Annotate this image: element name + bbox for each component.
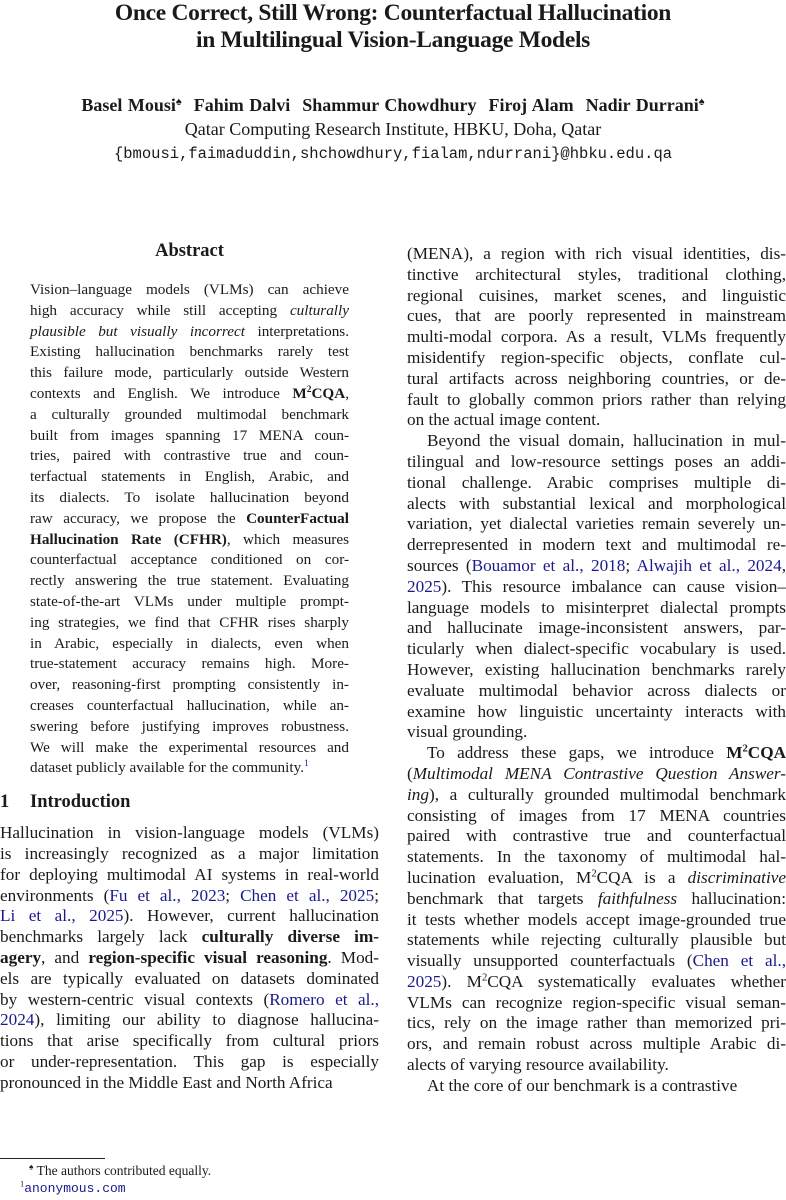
text-line: misidentify region-specific objects, conflate cul-: [407, 347, 786, 367]
text-line: visual grounding.: [407, 722, 528, 742]
text-line: els are typically evaluated on datasets dominated: [0, 968, 379, 988]
footnote-ref[interactable]: 1: [304, 759, 309, 770]
text-line: tics, rely on the image rather than memorized pri-: [407, 1013, 786, 1033]
text-line: state-of-the-art VLMs under multiple prompt-: [30, 592, 349, 610]
text-line: derrepresented in modern text and multimodal re-: [407, 535, 786, 555]
citation-link[interactable]: Chen et al.,: [692, 951, 786, 971]
text-line: (Multimodal MENA Contrastive Question Answer-: [407, 763, 786, 783]
text-line: tries, paired with contrastive true and coun-: [30, 447, 349, 465]
title-line-2: in Multilingual Vision-Language Models: [195, 27, 591, 53]
paper-title: [0, 0, 786, 54]
text-line: cues, that are poorly represented in mainstream: [407, 306, 786, 326]
text-line: visually unsupported counterfactuals (Chen et al.,: [407, 951, 786, 971]
text-line: However, existing hallucination benchmarks rarely: [407, 659, 786, 679]
text-line: and hallucinate image-inconsistent answers, par-: [407, 618, 786, 638]
text-line: lucination evaluation, $M^2CQA$ is a discriminative: [407, 867, 786, 887]
text-line: evaluate multimodal behavior across dialects or: [407, 680, 786, 700]
section-number: 1: [0, 792, 10, 813]
right-column: [407, 244, 786, 1097]
text-line: 2025). $M^2CQA$ systematically evaluates whether: [407, 971, 786, 991]
text-line: or under-representation. This gap is especially: [0, 1051, 379, 1071]
text-line: Hallucination in vision-language models (VLMs): [0, 823, 379, 843]
citation-link[interactable]: Alwajih et al., 2024: [636, 555, 782, 575]
text-line: its dialects. To isolate hallucination beyond: [30, 488, 349, 506]
text-line: for deploying multimodal AI systems in real-world: [0, 864, 379, 884]
text-line: environments (Fu et al., 2023; Chen et al., 2025;: [0, 885, 379, 905]
footnote-1: $^1$anonymous.com: [20, 1179, 126, 1196]
text-line: counterfactual acceptance conditioned on cor-: [30, 551, 349, 569]
text-line: statements while rejecting culturally plausible but: [407, 930, 786, 950]
text-line: To address these gaps, we introduce $M^2CQA$: [427, 743, 786, 763]
text-line: by western-centric visual contexts (Romero et al.,: [0, 989, 379, 1009]
text-line: pronounced in the Middle East and North Africa: [0, 1072, 333, 1092]
footnotes: [0, 1162, 380, 1197]
text-line: benchmarks largely lack culturally diverse im-: [0, 927, 379, 947]
text-line: tions that arise specifically from cultural priors: [0, 1031, 379, 1051]
footnote-equal-contribution: ♠ The authors contributed equally.: [29, 1162, 212, 1178]
text-line: (MENA), a region with rich visual identities, dis-: [407, 244, 786, 263]
text-line: language models to misinterpret dialectal prompts: [407, 597, 786, 617]
text-line: statements. In the taxonomy of multimodal hal-: [407, 847, 786, 867]
abstract-heading: Abstract: [155, 241, 224, 261]
text-line: fault to globally common priors rather than relying: [407, 389, 786, 409]
text-line: Beyond the visual domain, hallucination in mul-: [427, 431, 786, 451]
text-line: variation, yet dialectal varieties remain severely un-: [407, 514, 786, 534]
text-line: it tests whether models accept image-grounded true: [407, 909, 786, 929]
text-line: ticularly when dialect-specific vocabulary is used.: [407, 639, 786, 659]
text-line: rectly answering the true statement. Evaluating: [30, 572, 349, 590]
author-name: Nadir Durrani: [585, 95, 699, 115]
text-line: this failure mode, particularly outside Western: [30, 364, 349, 382]
text-line: is increasingly recognized as a major limitation: [0, 843, 379, 863]
text-line: We will make the experimental resources and: [30, 738, 349, 756]
footnote-link[interactable]: anonymous.com: [24, 1181, 126, 1196]
author-name: Shammur Chowdhury: [302, 95, 477, 115]
text-line: VLMs can recognize region-specific visual seman-: [407, 992, 786, 1012]
text-line: true-statement accuracy remains high. More-: [30, 655, 349, 673]
author-name: Firoj Alam: [488, 95, 574, 115]
spade-icon: ♠: [175, 96, 182, 108]
text-line: built from images spanning 17 MENA coun-: [30, 426, 349, 444]
text-line: tinctive architectural styles, traditional clothing,: [407, 264, 786, 284]
text-line: 2024), limiting our ability to diagnose hallucina-: [0, 1010, 379, 1030]
citation-link[interactable]: Chen et al., 2025: [240, 885, 375, 905]
text-line: tional challenge. Arabic comprises multiple di-: [407, 472, 786, 492]
text-line: ing), a culturally grounded multimodal benchmark: [407, 784, 786, 804]
text-line: sources (Bouamor et al., 2018; Alwajih et al., 2024,: [407, 555, 786, 575]
affiliation: Qatar Computing Research Institute, HBKU, Doha, Qatar: [184, 119, 602, 139]
text-line: agery, and region-specific visual reasoning. Mod-: [0, 947, 379, 967]
text-line: plausible but visually incorrect interpretations.: [30, 322, 349, 340]
section-heading-introduction: [0, 791, 379, 813]
spade-icon: ♠: [29, 1162, 34, 1172]
text-line: alects of varying resource availability.: [407, 1055, 669, 1075]
citation-link[interactable]: Bouamor et al., 2018: [471, 555, 626, 575]
text-line: high accuracy while still accepting culturally: [30, 301, 349, 319]
text-line: 2025). This resource imbalance can cause vision–: [407, 576, 786, 596]
text-line: over, reasoning-first prompting consistently in-: [30, 676, 349, 694]
text-line: on the actual image content.: [407, 410, 601, 430]
text-line: regional cuisines, market scenes, and linguistic: [407, 285, 786, 305]
citation-link[interactable]: 2025: [407, 576, 442, 596]
citation-link[interactable]: 2024: [0, 1010, 35, 1030]
title-line-1: Once Correct, Still Wrong: Counterfactual Hallucination: [114, 0, 672, 26]
text-line: a culturally grounded multimodal benchmark: [30, 405, 349, 423]
text-line: swering before justifying improves robustness.: [30, 717, 349, 735]
text-line: tilingual and low-resource settings poses an addi-: [407, 451, 786, 471]
text-line: Existing hallucination benchmarks rarely test: [30, 343, 349, 361]
citation-link[interactable]: Fu et al., 2023: [109, 885, 226, 905]
introduction-left-text: [0, 823, 379, 1093]
author-list: [0, 94, 786, 116]
text-line: At the core of our benchmark is a contrastive: [427, 1075, 738, 1095]
text-line: contexts and English. We introduce $M^2CQA$,: [30, 384, 349, 402]
author-name: Fahim Dalvi: [193, 95, 291, 115]
text-line: consisting of images from 17 MENA countries: [407, 805, 786, 825]
text-line: multi-modal corpora. As a result, VLMs frequently: [407, 327, 786, 347]
text-line: ing strategies, we find that CFHR rises sharply: [30, 613, 349, 631]
author-emails: {bmousi,faimaduddin,shchowdhury,fialam,ndurrani}@hbku.edu.qa: [113, 145, 673, 163]
text-line: paired with contrastive true and counterfactual: [407, 826, 786, 846]
text-line: tural artifacts across neighboring countries, or de-: [407, 368, 786, 388]
citation-link[interactable]: Romero et al.,: [269, 989, 379, 1009]
author-name: Basel Mousi: [81, 95, 176, 115]
text-line: Li et al., 2025). However, current hallucination: [0, 906, 379, 926]
spade-icon: ♠: [698, 96, 705, 108]
section-title: Introduction: [30, 792, 131, 813]
text-line: Hallucination Rate (CFHR), which measures: [30, 530, 349, 548]
text-line: in Arabic, especially in dialects, even when: [30, 634, 349, 652]
text-line: Vision–language models (VLMs) can achieve: [30, 281, 349, 298]
text-line: ors, and remain robust across multiple Arabic di-: [407, 1034, 786, 1054]
text-line: raw accuracy, we propose the CounterFactual: [30, 509, 349, 527]
citation-link[interactable]: Li et al., 2025: [0, 906, 124, 926]
text-line: alects with substantial lexical and morphological: [407, 493, 786, 513]
text-line: examine how linguistic uncertainty interacts with: [407, 701, 786, 721]
text-line: terfactual statements in English, Arabic, and: [30, 468, 349, 486]
text-line: creases counterfactual hallucination, while an-: [30, 696, 349, 714]
text-line: benchmark that targets faithfulness hallucination:: [407, 888, 786, 908]
left-column: [0, 240, 379, 1093]
footnote-divider: [0, 1158, 105, 1159]
abstract-body: [0, 280, 379, 779]
citation-link[interactable]: 2025: [407, 971, 442, 991]
text-line: dataset publicly available for the community.$^1$: [30, 759, 309, 777]
